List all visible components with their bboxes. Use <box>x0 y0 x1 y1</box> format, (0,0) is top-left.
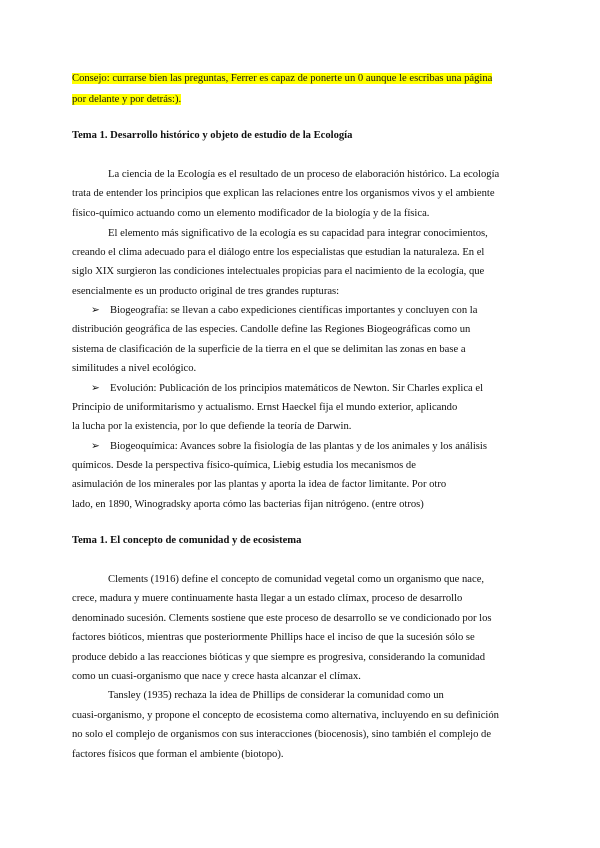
s1-p2-line: siglo XIX surgieron las condiciones intelectuales propicias para el nacimiento de la ecología, que <box>72 266 485 277</box>
arrow-bullet-icon: ➢ <box>91 441 100 452</box>
bullet-line: lado, en 1890, Winogradsky aporta cómo las bacterias fijan nitrógeno. (entre otros) <box>72 499 424 510</box>
bullet-line: similitudes a nivel ecológico. <box>72 363 197 374</box>
s1-p1-line: La ciencia de la Ecología es el resultado de un proceso de elaboración histórico. La ecología <box>108 169 500 180</box>
arrow-bullet-icon: ➢ <box>91 305 100 316</box>
s1-p2-line: creando el clima adecuado para el diálogo entre los especialistas que estudian la naturaleza. En el <box>72 247 485 258</box>
s2-p2-line: factores físicos que forman el ambiente (biotopo). <box>72 749 284 760</box>
bullet-evolucion: ➢ Evolución: Publicación de los principios matemáticos de Newton. Sir Charles explica el <box>91 383 484 394</box>
bullet-line: asimulación de los minerales por las plantas y aporta la idea de factor limitante. Por otro <box>72 479 447 490</box>
s1-p1-line: trata de entender los principios que explican las relaciones entre los organismos vivos y el ambiente <box>72 188 495 199</box>
bullet-line: distribución geográfica de las especies. Candolle define las Regiones Biogeográficas como un <box>72 324 471 335</box>
s1-p2-line: esencialmente es un producto original de tres grandes rupturas: <box>72 286 340 297</box>
s2-p2-line: Tansley (1935) rechaza la idea de Phillips de considerar la comunidad como un <box>108 690 444 701</box>
bullet-biogeoquimica: ➢ Biogeoquímica: Avances sobre la fisiología de las plantas y de los animales y los análisis <box>91 441 487 452</box>
tip-line-1: Consejo: currarse bien las preguntas, Ferrer es capaz de ponerte un 0 aunque le escribas una página <box>72 73 493 84</box>
s1-p2-line: El elemento más significativo de la ecología es su capacidad para integrar conocimientos, <box>108 228 488 239</box>
s2-p2-line: no solo el complejo de organismos con sus interacciones (biocenosis), sino también el complejo de <box>72 729 492 740</box>
s2-p1-line: denominado sucesión. Clements sostiene que este proceso de desarrollo se ve condicionado por los <box>72 613 492 624</box>
s2-p1-line: como un cuasi-organismo que nace y crece hasta alcanzar el clímax. <box>72 671 361 682</box>
tip-line-2: por delante y por detrás:). <box>72 94 182 105</box>
bullet-line: químicos. Desde la perspectiva físico-química, Liebig estudia los mecanismos de <box>72 460 416 471</box>
section-1-heading: Tema 1. Desarrollo histórico y objeto de estudio de la Ecología <box>72 130 353 141</box>
section-2-heading: Tema 1. El concepto de comunidad y de ecosistema <box>72 535 302 546</box>
s2-p1-line: crece, madura y muere continuamente hasta llegar a un estado clímax, proceso de desarrollo <box>72 593 463 604</box>
bullet-line: sistema de clasificación de la superficie de la tierra en el que se delimitan las zonas en base a <box>72 344 466 355</box>
s1-p1-line: físico-químico actuando como un elemento modificador de la biología y de la física. <box>72 208 430 219</box>
arrow-bullet-icon: ➢ <box>91 383 100 394</box>
s2-p2-line: cuasi-organismo, y propone el concepto de ecosistema como alternativa, incluyendo en su definición <box>72 710 499 721</box>
s2-p1-line: factores bióticos, mientras que posteriormente Phillips hace el inciso de que la sucesión sólo se <box>72 632 475 643</box>
bullet-line: Principio de uniformitarismo y actualismo. Ernst Haeckel fija el mundo exterior, aplicando <box>72 402 458 413</box>
bullet-line: la lucha por la existencia, por lo que defiende la teoría de Darwin. <box>72 421 352 432</box>
s2-p1-line: produce debido a las reacciones bióticas y que siempre es progresiva, considerando la comunidad <box>72 652 486 663</box>
s2-p1-line: Clements (1916) define el concepto de comunidad vegetal como un organismo que nace, <box>108 574 485 585</box>
bullet-biogeografia: ➢ Biogeografía: se llevan a cabo expediciones científicas importantes y concluyen con la <box>91 305 478 316</box>
